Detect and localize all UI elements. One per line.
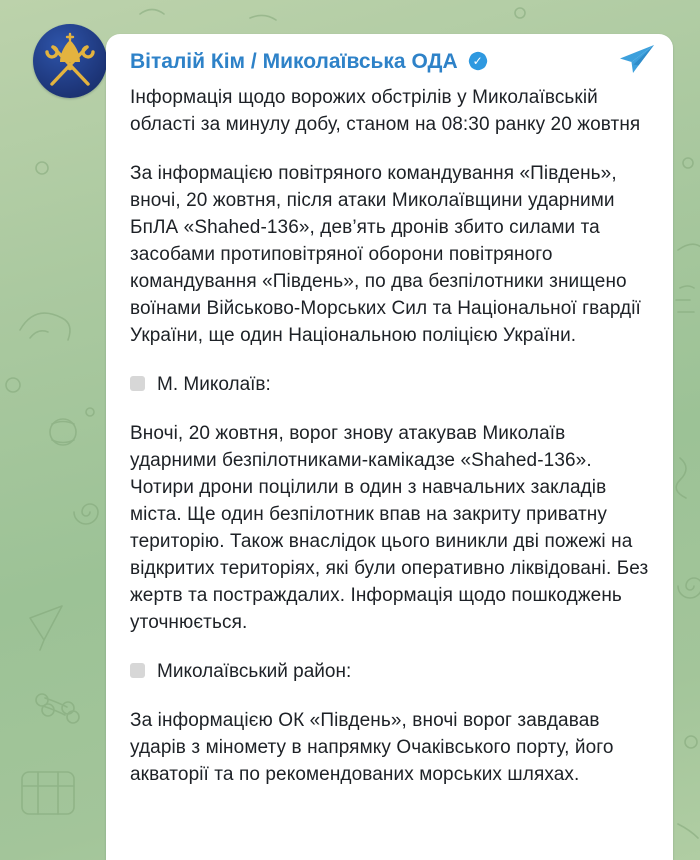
message-header — [130, 46, 654, 76]
post-paragraph-city-details: Вночі, 20 жовтня, ворог знову атакував Миколаїв ударними безпілотниками-камікадзе «Shahed-136». Чотири дрони поцілили в один з навчальних закладів міста. Ще один безпілотник впав на закриту приватну територію. Також внаслідок цього виникли дві пожежі на відкритих територіях, які були оперативно ліквідовані. Без жертв та постраждалих. Інформація щодо пошкоджень уточнюється. — [130, 423, 649, 633]
paper-plane-share-icon[interactable] — [619, 44, 655, 74]
section-title-district: Миколаївський район: — [157, 661, 352, 682]
mykolaiv-oda-emblem-icon — [33, 24, 107, 98]
gray-square-bullet-icon — [130, 376, 145, 391]
section-header-city — [130, 371, 654, 398]
gray-square-bullet-icon — [130, 663, 145, 678]
section-header-district — [130, 658, 654, 685]
post-paragraph-intro: Інформація щодо ворожих обстрілів у Миколаївській області за минулу добу, станом на 08:30 ранку 20 жовтня — [130, 87, 641, 135]
verified-badge-icon: ✓ — [466, 49, 490, 73]
post-paragraph-air-command: За інформацією повітряного командування «Південь», вночі, 20 жовтня, після атаки Миколаївщини ударними БпЛА «Shahed-136», дев’ять дронів збито силами та засобами протиповітряної оборони повітряного командування «Південь», по два безпілотники знищено воїнами Військово-Морських Сил та Національної гвардії України, ще один Національною поліцією України. — [130, 163, 641, 346]
post-paragraph-district-details: За інформацією ОК «Південь», вночі ворог завдавав ударів з міномету в напрямку Очаківського порту, його акваторії та по рекомендованих морських шляхах. — [130, 710, 614, 785]
message-bubble — [106, 34, 673, 860]
section-title-city: М. Миколаїв: — [157, 374, 271, 395]
channel-avatar[interactable] — [33, 24, 107, 98]
channel-title[interactable]: Віталій Кім / Миколаївська ОДА — [130, 49, 458, 73]
